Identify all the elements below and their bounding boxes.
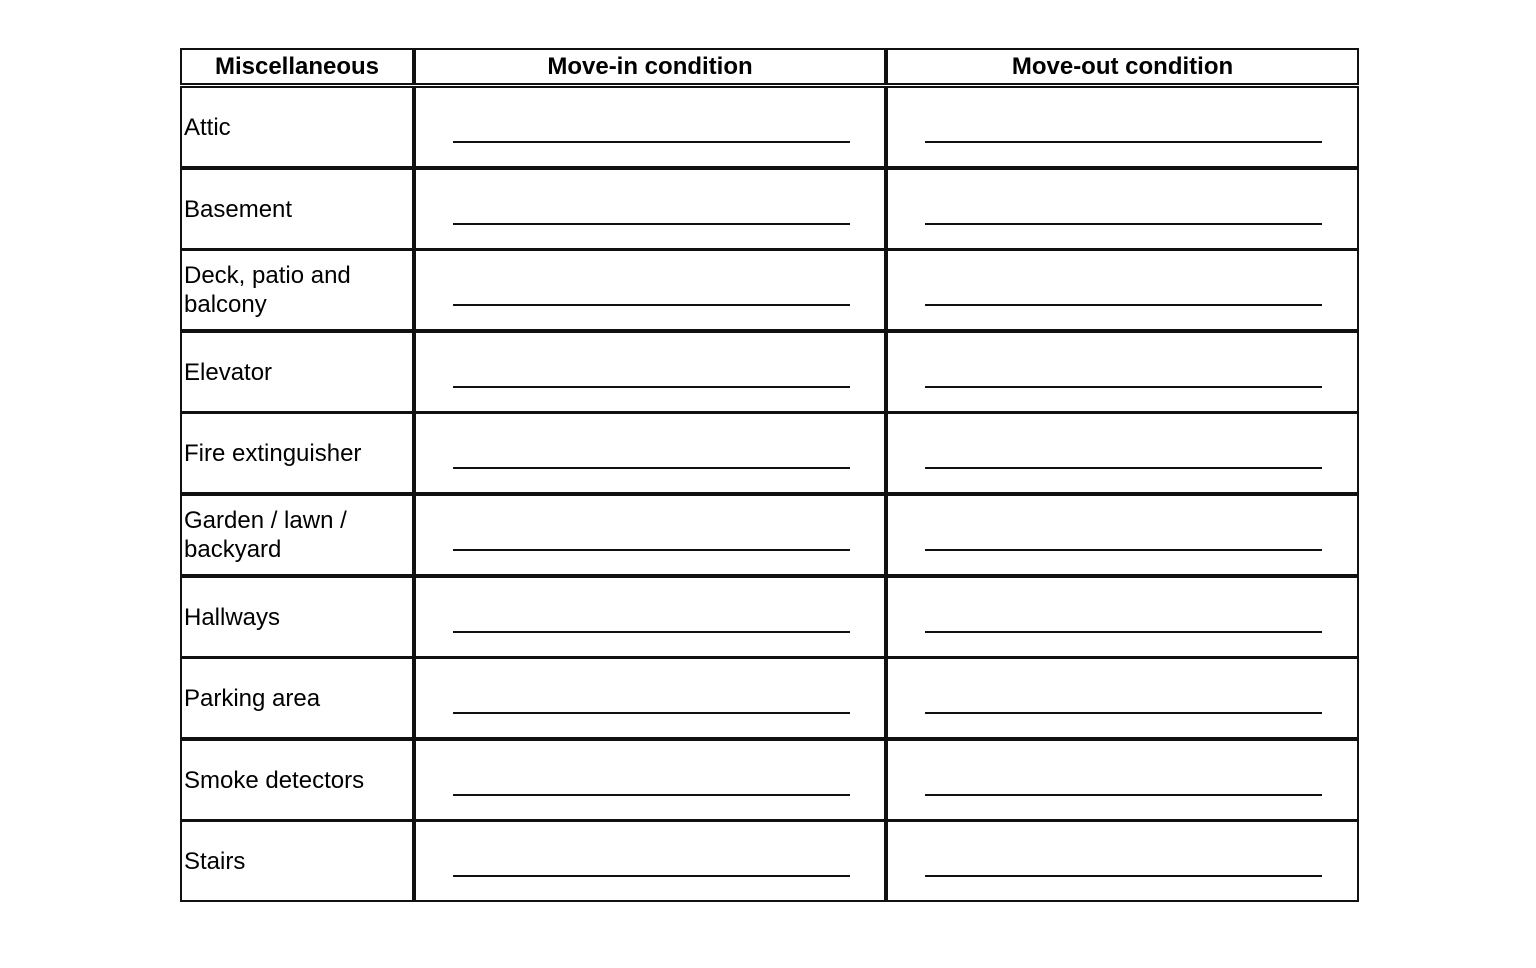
row-label: Attic [180, 86, 414, 168]
move-out-cell[interactable] [886, 739, 1359, 821]
move-in-blank-line[interactable] [453, 875, 850, 877]
row-label: Elevator [180, 331, 414, 413]
move-in-blank-line[interactable] [453, 712, 850, 714]
header-miscellaneous: Miscellaneous [180, 48, 414, 85]
move-in-blank-line[interactable] [453, 794, 850, 796]
header-move-out: Move-out condition [886, 48, 1359, 85]
move-out-blank-line[interactable] [925, 141, 1322, 143]
move-in-cell[interactable] [414, 820, 886, 902]
move-in-blank-line[interactable] [453, 304, 850, 306]
row-label: Smoke detectors [180, 739, 414, 821]
move-in-cell[interactable] [414, 494, 886, 576]
move-out-blank-line[interactable] [925, 712, 1322, 714]
row-label: Basement [180, 168, 414, 250]
move-in-blank-line[interactable] [453, 223, 850, 225]
row-label: Deck, patio and balcony [180, 249, 414, 331]
move-out-cell[interactable] [886, 412, 1359, 494]
move-out-blank-line[interactable] [925, 304, 1322, 306]
row-label: Stairs [180, 820, 414, 902]
move-out-blank-line[interactable] [925, 875, 1322, 877]
move-in-cell[interactable] [414, 657, 886, 739]
move-in-blank-line[interactable] [453, 631, 850, 633]
row-label: Hallways [180, 576, 414, 658]
move-in-cell[interactable] [414, 739, 886, 821]
move-out-cell[interactable] [886, 576, 1359, 658]
move-out-blank-line[interactable] [925, 631, 1322, 633]
move-out-blank-line[interactable] [925, 467, 1322, 469]
move-out-cell[interactable] [886, 249, 1359, 331]
move-in-cell[interactable] [414, 576, 886, 658]
move-in-blank-line[interactable] [453, 467, 850, 469]
move-in-cell[interactable] [414, 249, 886, 331]
move-in-cell[interactable] [414, 412, 886, 494]
move-out-cell[interactable] [886, 820, 1359, 902]
move-out-blank-line[interactable] [925, 386, 1322, 388]
move-out-cell[interactable] [886, 168, 1359, 250]
row-label: Fire extinguisher [180, 412, 414, 494]
move-out-blank-line[interactable] [925, 549, 1322, 551]
move-in-cell[interactable] [414, 168, 886, 250]
header-move-in: Move-in condition [414, 48, 886, 85]
move-out-blank-line[interactable] [925, 223, 1322, 225]
move-in-blank-line[interactable] [453, 141, 850, 143]
move-in-cell[interactable] [414, 331, 886, 413]
row-label: Garden / lawn / backyard [180, 494, 414, 576]
row-label: Parking area [180, 657, 414, 739]
move-out-cell[interactable] [886, 494, 1359, 576]
move-out-cell[interactable] [886, 86, 1359, 168]
move-out-cell[interactable] [886, 331, 1359, 413]
move-in-cell[interactable] [414, 86, 886, 168]
move-out-blank-line[interactable] [925, 794, 1322, 796]
move-out-cell[interactable] [886, 657, 1359, 739]
move-in-blank-line[interactable] [453, 549, 850, 551]
move-in-blank-line[interactable] [453, 386, 850, 388]
